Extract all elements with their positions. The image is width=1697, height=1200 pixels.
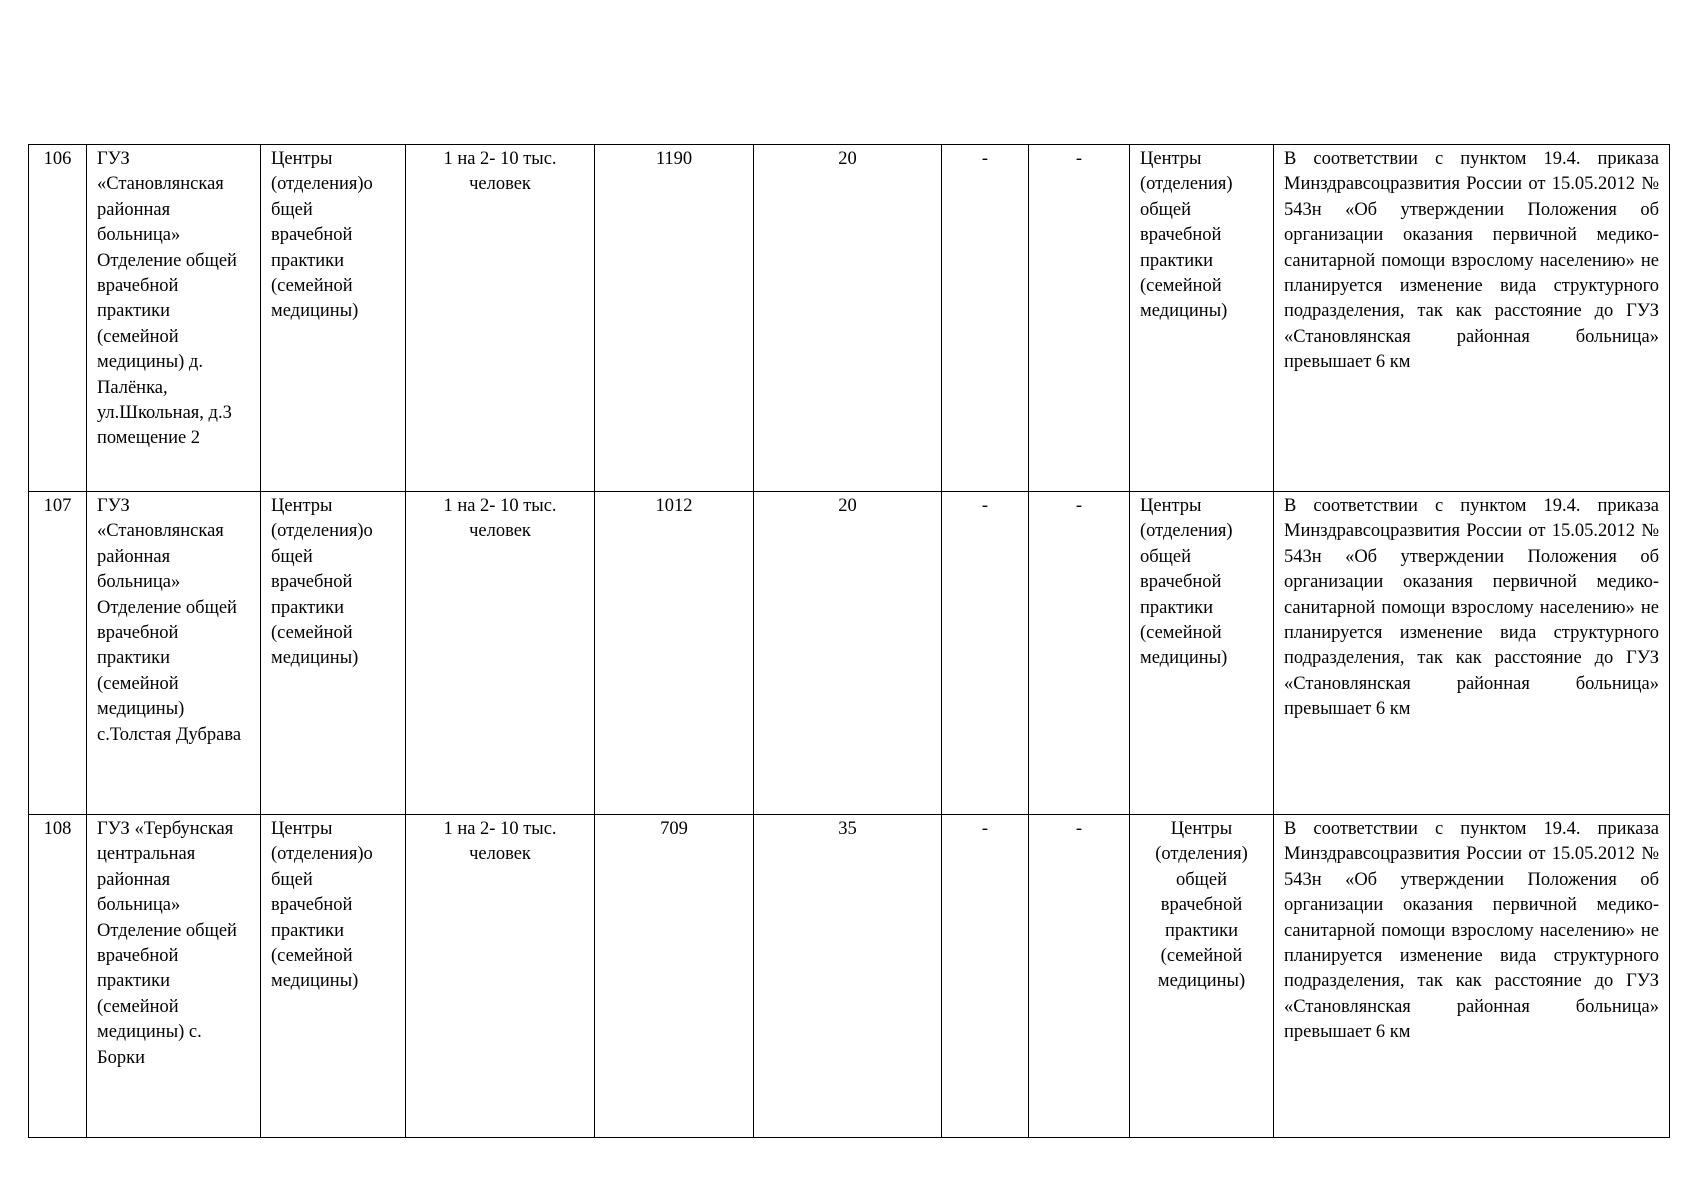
table-row [29,145,1670,492]
population: 1190 [595,145,754,492]
planned-type: Центры (отделения) общей врачебной практики (семейной медицины) [1130,492,1274,815]
note: В соответствии с пунктом 19.4. приказа Минздравсоцразвития России от 15.05.2012 № 543н «Об утверждении Положения об организации оказания первичной медико-санитарной помощи взрослому населению» не планируется изменение вида структурного подразделения, так как расстояние до ГУЗ «Становлянская районная больница» превышает 6 км [1274,492,1670,815]
population: 709 [595,815,754,1138]
col7-value: - [942,815,1029,1138]
note: В соответствии с пунктом 19.4. приказа Минздравсоцразвития России от 15.05.2012 № 543н «Об утверждении Положения об организации оказания первичной медико-санитарной помощи взрослому населению» не планируется изменение вида структурного подразделения, так как расстояние до ГУЗ «Становлянская районная больница» превышает 6 км [1274,145,1670,492]
norm: 1 на 2- 10 тыс. человек [406,815,595,1138]
planned-type: Центры (отделения) общей врачебной практики (семейной медицины) [1130,815,1274,1138]
col8-value: - [1029,145,1130,492]
note: В соответствии с пунктом 19.4. приказа Минздравсоцразвития России от 15.05.2012 № 543н «Об утверждении Положения об организации оказания первичной медико-санитарной помощи взрослому населению» не планируется изменение вида структурного подразделения, так как расстояние до ГУЗ «Становлянская районная больница» превышает 6 км [1274,815,1670,1138]
distance: 20 [754,145,942,492]
distance: 35 [754,815,942,1138]
distance: 20 [754,492,942,815]
row-number: 107 [29,492,87,815]
table-row [29,815,1670,1138]
row-number: 106 [29,145,87,492]
row-number: 108 [29,815,87,1138]
facilities-table [28,144,1670,1138]
table-row [29,492,1670,815]
norm: 1 на 2- 10 тыс. человек [406,492,595,815]
facility-name: ГУЗ «Тербунская центральная районная больница» Отделение общей врачебной практики (семейной медицины) с. Борки [87,815,261,1138]
population: 1012 [595,492,754,815]
col7-value: - [942,492,1029,815]
norm: 1 на 2- 10 тыс. человек [406,145,595,492]
facility-name: ГУЗ «Становлянская районная больница» Отделение общей врачебной практики (семейной медицины) д. Палёнка, ул.Школьная, д.3 помещение 2 [87,145,261,492]
planned-type: Центры (отделения) общей врачебной практики (семейной медицины) [1130,145,1274,492]
facility-type: Центры (отделения)о бщей врачебной практики (семейной медицины) [261,492,406,815]
facility-type: Центры (отделения)о бщей врачебной практики (семейной медицины) [261,815,406,1138]
facility-name: ГУЗ «Становлянская районная больница» Отделение общей врачебной практики (семейной медицины) с.Толстая Дубрава [87,492,261,815]
facility-type: Центры (отделения)о бщей врачебной практики (семейной медицины) [261,145,406,492]
col7-value: - [942,145,1029,492]
col8-value: - [1029,492,1130,815]
col8-value: - [1029,815,1130,1138]
